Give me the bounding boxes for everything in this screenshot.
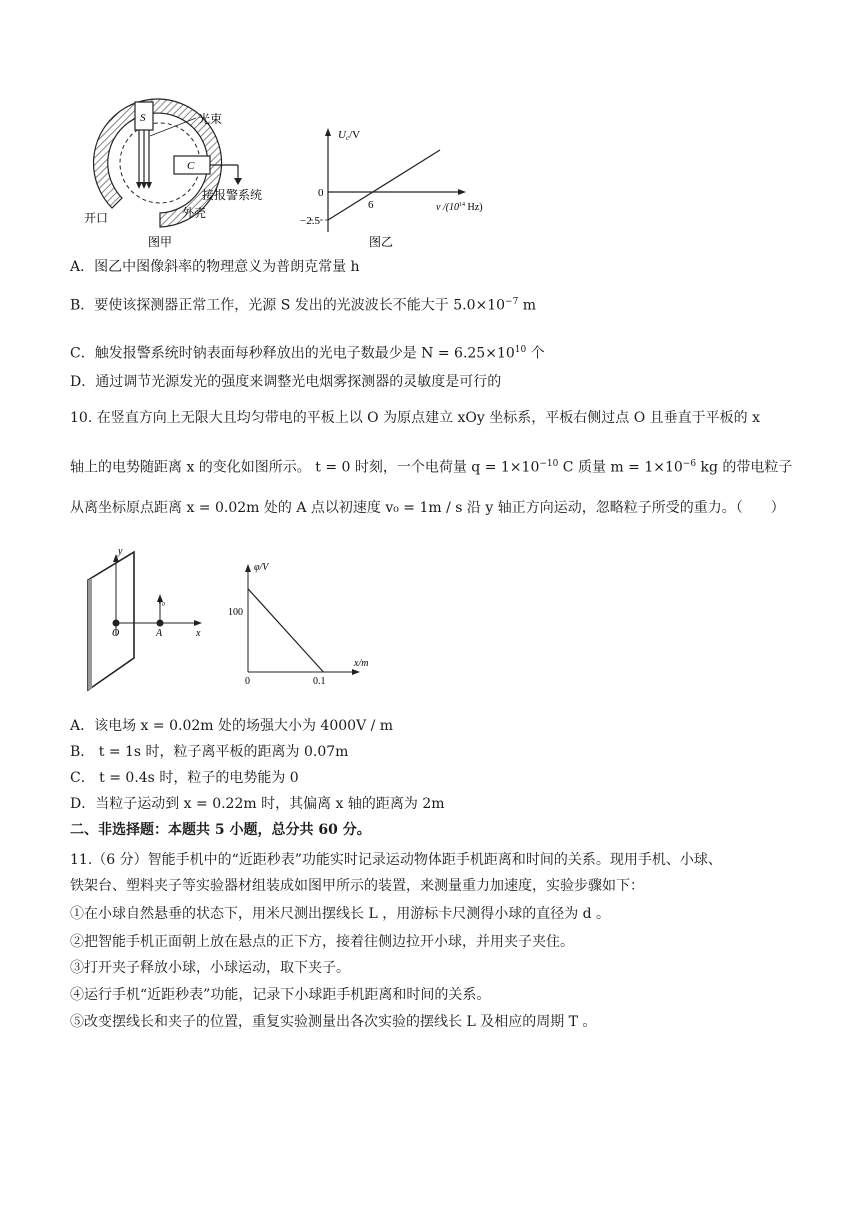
q11-stem-line1: 11.（6 分）智能手机中的“近距秒表”功能实时记录运动物体距手机距离和时间的关系。现用手机、小球、 <box>70 852 722 868</box>
plate-v0-label: v₀ <box>158 596 166 606</box>
q11-step-1: ①在小球自然悬垂的状态下，用米尺测出摆线长 L ，用游标卡尺测得小球的直径为 d 。 <box>70 906 611 922</box>
phi-x-tick: 0.1 <box>313 676 326 687</box>
fig-b-origin: 0 <box>318 187 324 199</box>
figure-uc-vs-frequency <box>300 124 510 254</box>
opening-label: 开口 <box>84 211 109 225</box>
q9-option-c: C．触发报警系统时钠表面每秒释放出的光电子数最少是 $N = 6.25\times 10^{10}$ 个 <box>70 345 545 362</box>
q11-step-5: ⑤改变摆线长和夹子的位置，重复实验测量出各次实验的摆线长 L 及相应的周期 T 。 <box>70 1014 597 1030</box>
figure-potential-graph <box>222 558 372 688</box>
figure-charged-plate <box>78 540 218 695</box>
q11-step-4: ④运行手机“近距秒表”功能，记录下小球距手机距离和时间的关系。 <box>70 987 491 1003</box>
plate-A-label: A <box>156 628 163 639</box>
q11-stem-line2: 铁架台、塑料夹子等实验器材组装成如图甲所示的装置，来测量重力加速度，实验步骤如下： <box>70 878 644 894</box>
q10-stem-line2: 轴上的电势随距离 x 的变化如图所示。 t = 0 时刻，一个电荷量 $q = 1\times 10^{-10}$ C 质量 $m = 1\times 10^{-6}$ kg 的带电粒子 <box>70 459 793 476</box>
q10-option-a: A．该电场 x = 0.02m 处的场强大小为 4000V / m <box>70 718 394 734</box>
source-label: S <box>140 112 146 124</box>
plate-origin-label: O <box>112 628 120 639</box>
q9-option-a: A．图乙中图像斜率的物理意义为普朗克常量 h <box>70 259 360 275</box>
fig-b-xlabel: ν $/(10^{14}$ Hz) <box>436 202 483 213</box>
q9-option-d: D．通过调节光源发光的强度来调整光电烟雾探测器的灵敏度是可行的 <box>70 374 502 390</box>
phi-ylabel: φ/V <box>254 562 269 573</box>
phi-line <box>248 589 323 672</box>
fig-b-caption: 图乙 <box>369 235 394 249</box>
alarm-label: 接报警系统 <box>202 188 263 202</box>
beam-label: 光束 <box>198 112 223 126</box>
plate-y-label: y <box>118 546 123 557</box>
cell-label: C <box>187 160 195 172</box>
uc-line <box>328 150 440 220</box>
q10-stem-line1: 10. 在竖直方向上无限大且均匀带电的平板上以 O 为原点建立 xOy 坐标系，平板右侧过点 O 且垂直于平板的 x <box>70 410 760 426</box>
fig-b-ylabel: Uc/V <box>338 129 361 142</box>
q10-option-d: D．当粒子运动到 x = 0.22m 时，其偏离 x 轴的距离为 2m <box>70 796 445 812</box>
section-heading: 二、非选择题：本题共 5 小题，总分共 60 分。 <box>70 822 371 838</box>
q10-option-c: C． t = 0.4s 时，粒子的电势能为 0 <box>70 770 299 786</box>
figure-photoelectric-detector <box>78 96 298 256</box>
q10-option-b: B． t = 1s 时，粒子离平板的距离为 0.07m <box>70 744 349 760</box>
phi-xlabel: x/m <box>354 658 369 669</box>
shell-label: 外壳 <box>182 206 207 220</box>
fig-a-caption: 图甲 <box>148 235 173 249</box>
phi-origin: 0 <box>245 676 250 687</box>
q9-option-b: B．要使该探测器正常工作，光源 S 发出的光波波长不能大于 $5.0\times 10^{-7}$ m <box>70 297 537 314</box>
q11-step-3: ③打开夹子释放小球，小球运动，取下夹子。 <box>70 960 350 976</box>
q11-step-2: ②把智能手机正面朝上放在悬点的正下方，接着往侧边拉开小球，并用夹子夹住。 <box>70 934 574 950</box>
fig-b-y-intercept: −2.5 <box>300 215 320 227</box>
q10-stem-line3: 从离坐标原点距离 x = 0.02m 处的 A 点以初速度 v₀ = 1m / s 沿 y 轴正方向运动，忽略粒子所受的重力。（ ） <box>70 500 785 516</box>
fig-b-x-tick: 6 <box>368 199 374 211</box>
charged-plate <box>88 552 134 690</box>
plate-x-label: x <box>196 628 201 639</box>
phi-y-tick: 100 <box>228 607 243 618</box>
